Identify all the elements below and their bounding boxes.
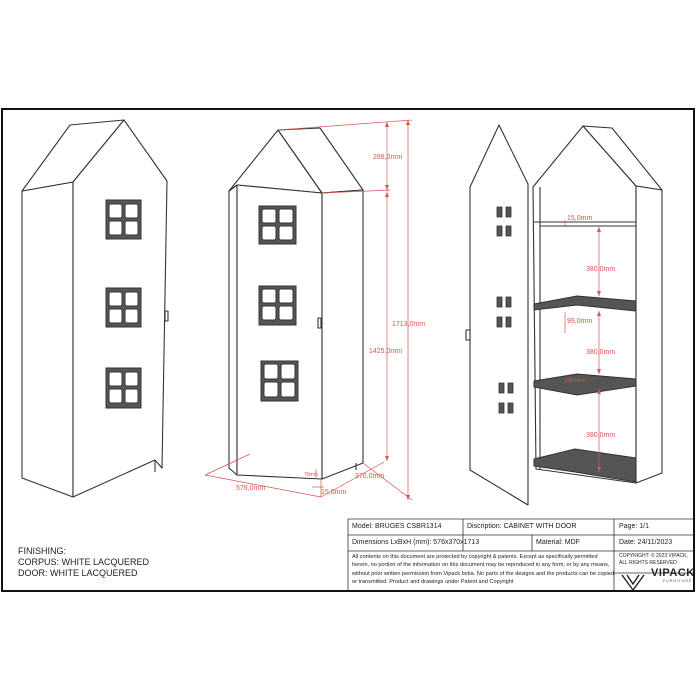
window-pane (262, 289, 276, 303)
label-plinth-height: 70mm (304, 472, 318, 478)
copyright-line-1: COPYRIGHT: © 2023 VIPACK, (619, 553, 688, 559)
extension-line (278, 120, 412, 130)
window-pane (125, 204, 138, 218)
window-pane (506, 207, 511, 217)
window-grid-view1 (106, 200, 141, 408)
window-pane (497, 317, 502, 327)
finishing-door: DOOR: WHITE LACQUERED (18, 568, 138, 578)
window-pane (109, 389, 122, 403)
window-pane (497, 207, 502, 217)
window-pane (109, 372, 122, 386)
label-roof-height: 288,0mm (373, 154, 403, 161)
description-field: Discription: CABINET WITH DOOR (467, 523, 577, 530)
label-plinth-inset: 15,0mm (321, 489, 347, 496)
label-total-height: 1713,0mm (392, 321, 426, 328)
page-field: Page: 1/1 (619, 523, 649, 530)
window-pane (125, 389, 138, 403)
window-pane (109, 221, 122, 235)
door-handle (466, 330, 470, 340)
finishing-corpus: CORPUS: WHITE LACQUERED (18, 557, 150, 567)
window-pane (264, 364, 278, 379)
window-pane (264, 382, 278, 397)
window-pane (262, 226, 276, 240)
window-pane (279, 306, 293, 320)
window-pane (279, 289, 293, 303)
extension-line (363, 463, 412, 500)
door-handle (165, 311, 168, 321)
window-pane (125, 309, 138, 323)
dimension-arrows (385, 120, 410, 500)
window-pane (499, 383, 504, 393)
label-shelf-spacing-2: 380,0mm (586, 349, 616, 356)
window-pane (497, 297, 502, 307)
label-shelf-gap: 99,0mm (567, 318, 593, 325)
label-overlay: 200,0mm (565, 378, 586, 384)
window-pane (506, 226, 511, 236)
window-pane (281, 382, 295, 397)
window-pane (262, 209, 276, 223)
window-pane (125, 221, 138, 235)
date-field: Date: 24/11/2023 (619, 539, 673, 546)
copyright-line-2: ALL RIGHTS RESERVED (619, 560, 677, 566)
material-field: Material: MDF (536, 539, 580, 546)
model-field: Model: BRUGES CSBR1314 (352, 523, 442, 530)
label-body-height: 1425,0mm (369, 348, 403, 355)
window-pane (125, 372, 138, 386)
label-top-gap: 15,0mm (567, 215, 593, 222)
window-pane (499, 403, 504, 413)
door-handle (318, 318, 321, 328)
label-width: 576,0mm (236, 485, 266, 492)
window-pane (508, 403, 513, 413)
window-pane (109, 204, 122, 218)
cabinet-side-panel (229, 185, 237, 475)
window-pane (109, 292, 122, 306)
cabinet-side-right (636, 186, 662, 483)
cabinet-side-panel (22, 182, 73, 497)
window-pane (125, 292, 138, 306)
window-pane (109, 309, 122, 323)
dimensions-field: Dimensions LxBxH (mm): 576x370x1713 (352, 539, 480, 546)
window-pane (262, 306, 276, 320)
label-shelf-spacing-3: 380,0mm (586, 432, 616, 439)
window-pane (281, 364, 295, 379)
vipack-logo-icon (622, 575, 644, 590)
label-depth: 370,0mm (355, 473, 385, 480)
window-pane (279, 226, 293, 240)
window-pane (497, 226, 502, 236)
vipack-logo-subtext: FURNITURE (663, 579, 693, 583)
window-pane (506, 297, 511, 307)
window-grid-view2 (259, 206, 298, 401)
cabinet-view-open (466, 125, 662, 505)
window-pane (508, 383, 513, 393)
open-door-panel (470, 125, 528, 505)
vipack-logo-text: VIPACK (651, 567, 695, 579)
window-pane (506, 317, 511, 327)
cabinet-view-front (22, 120, 168, 497)
cabinet-side-right (322, 190, 363, 479)
finishing-heading: FINISHING: (18, 546, 67, 556)
window-pane (279, 209, 293, 223)
label-shelf-spacing-1: 380,0mm (586, 266, 616, 273)
copyright-notice: All contents on this document are protected by copyright & patents. Except as specifically permitted herein, no portion of the information on this document may be reproduced in any form, or by any means, without prior written permission from Vipack bvba. No parts of the designs and the products can be copied or transmitted. Product and drawings under Patent and Copyright (352, 554, 615, 586)
